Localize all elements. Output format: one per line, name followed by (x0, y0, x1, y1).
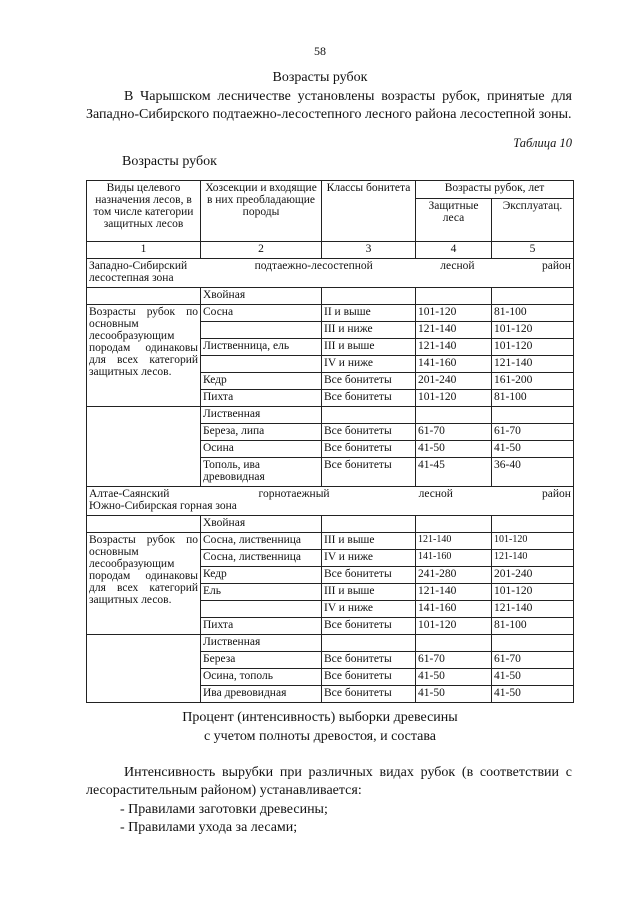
species-cell: Пихта (201, 618, 322, 635)
protective-age-cell: 41-50 (416, 669, 492, 686)
exploitation-age-cell: 121-140 (492, 550, 574, 567)
section-title: Возрасты рубок (272, 70, 368, 85)
header-exploitation: Эксплуатац. (492, 198, 574, 241)
protective-age-cell: 61-70 (416, 424, 492, 441)
header-bonitet: Классы бонитета (322, 181, 416, 242)
species-cell: Береза (201, 652, 322, 669)
species-cell (201, 356, 322, 373)
protective-age-cell: 41-45 (416, 458, 492, 487)
exploitation-age-cell: 121-140 (492, 356, 574, 373)
protective-age-cell: 101-120 (416, 618, 492, 635)
header-sections: Хозсекции и входящие в них преобладающие породы (201, 181, 322, 242)
exploitation-age-cell: 61-70 (492, 424, 574, 441)
species-cell: Кедр (201, 567, 322, 584)
exploitation-age-cell: 101-120 (492, 584, 574, 601)
exploitation-age-cell: 41-50 (492, 669, 574, 686)
exploitation-age-cell: 81-100 (492, 305, 574, 322)
exploitation-age-cell: 36-40 (492, 458, 574, 487)
species-cell: Тополь, ива древовидная (201, 458, 322, 487)
col-number: 5 (492, 242, 574, 259)
bonitet-cell: Все бонитеты (322, 686, 416, 703)
col-number: 3 (322, 242, 416, 259)
page-number: 58 (314, 44, 326, 58)
protective-age-cell: 121-140 (416, 584, 492, 601)
bonitet-cell: Все бонитеты (322, 652, 416, 669)
header-purpose: Виды целевого назначения лесов, в том числе категории защитных лесов (87, 181, 201, 242)
intensity-paragraph: Интенсивность вырубки при различных видах рубок (в соответствии с лесорастительным районом) устанавливается: (86, 765, 572, 798)
bonitet-cell: Все бонитеты (322, 441, 416, 458)
species-cell (201, 322, 322, 339)
bonitet-cell: II и выше (322, 305, 416, 322)
zone-row: Западно-Сибирский подтаежно-лесостепной лесной район лесостепная зона (87, 259, 574, 288)
header-protective: Защитные леса (416, 198, 492, 241)
species-cell: Пихта (201, 390, 322, 407)
species-cell: Осина, тополь (201, 669, 322, 686)
protective-age-cell: 141-160 (416, 356, 492, 373)
protective-age-cell: 241-280 (416, 567, 492, 584)
table-label: Таблица 10 (513, 136, 572, 150)
col-number: 4 (416, 242, 492, 259)
exploitation-age-cell: 81-100 (492, 390, 574, 407)
exploitation-age-cell: 201-240 (492, 567, 574, 584)
group-label: Лиственная (201, 635, 322, 652)
col-number: 1 (87, 242, 201, 259)
bonitet-cell: IV и ниже (322, 550, 416, 567)
exploitation-age-cell: 121-140 (492, 601, 574, 618)
species-cell: Сосна, лиственница (201, 550, 322, 567)
bonitet-cell: III и выше (322, 584, 416, 601)
cutting-ages-table (86, 180, 574, 703)
species-cell: Ель (201, 584, 322, 601)
list-item: - Правилами заготовки древесины; (120, 802, 328, 817)
bonitet-cell: Все бонитеты (322, 458, 416, 487)
protective-age-cell: 121-140 (416, 533, 492, 550)
species-cell: Сосна, лиственница (201, 533, 322, 550)
bonitet-cell: Все бонитеты (322, 424, 416, 441)
col-number: 2 (201, 242, 322, 259)
list-item: - Правилами ухода за лесами; (120, 820, 298, 835)
bonitet-cell: Все бонитеты (322, 669, 416, 686)
header-cutting-ages: Возрасты рубок, лет (416, 181, 574, 199)
exploitation-age-cell: 61-70 (492, 652, 574, 669)
exploitation-age-cell: 101-120 (492, 533, 574, 550)
species-cell: Лиственница, ель (201, 339, 322, 356)
bonitet-cell: III и выше (322, 533, 416, 550)
section-heading-line2: с учетом полноты древостоя, и состава (203, 729, 437, 744)
bonitet-cell: IV и ниже (322, 356, 416, 373)
exploitation-age-cell: 81-100 (492, 618, 574, 635)
bonitet-cell: Все бонитеты (322, 390, 416, 407)
species-cell: Ива древовидная (201, 686, 322, 703)
protective-age-cell: 141-160 (416, 550, 492, 567)
protective-age-cell: 101-120 (416, 305, 492, 322)
species-cell: Сосна (201, 305, 322, 322)
table-title: Возрасты рубок (122, 154, 217, 169)
protective-age-cell: 41-50 (416, 441, 492, 458)
protective-age-cell: 61-70 (416, 652, 492, 669)
bonitet-cell: Все бонитеты (322, 618, 416, 635)
bonitet-cell: Все бонитеты (322, 373, 416, 390)
species-cell: Кедр (201, 373, 322, 390)
group-label: Лиственная (201, 407, 322, 424)
bonitet-cell: III и выше (322, 339, 416, 356)
protective-age-cell: 121-140 (416, 322, 492, 339)
protective-age-cell: 121-140 (416, 339, 492, 356)
exploitation-age-cell: 101-120 (492, 339, 574, 356)
exploitation-age-cell: 41-50 (492, 441, 574, 458)
purpose-cell: Возрасты рубок по основным лесообразующим породам одинаковы для всех категорий защитных лесов. (87, 533, 201, 635)
protective-age-cell: 101-120 (416, 390, 492, 407)
exploitation-age-cell: 41-50 (492, 686, 574, 703)
zone-row: Алтае-Саянский горнотаежный лесной район Южно-Сибирская горная зона (87, 487, 574, 516)
protective-age-cell: 41-50 (416, 686, 492, 703)
bonitet-cell: Все бонитеты (322, 567, 416, 584)
protective-age-cell: 201-240 (416, 373, 492, 390)
species-cell: Береза, липа (201, 424, 322, 441)
bonitet-cell: IV и ниже (322, 601, 416, 618)
exploitation-age-cell: 161-200 (492, 373, 574, 390)
bonitet-cell: III и ниже (322, 322, 416, 339)
section-heading-line1: Процент (интенсивность) выборки древесины (182, 710, 458, 725)
intro-paragraph: В Чарышском лесничестве установлены возрасты рубок, принятые для Западно-Сибирского подтаежно-лесостепного лесного района лесостепной зоны. (86, 89, 572, 122)
species-cell: Осина (201, 441, 322, 458)
group-label: Хвойная (201, 516, 322, 533)
exploitation-age-cell: 101-120 (492, 322, 574, 339)
species-cell (201, 601, 322, 618)
purpose-cell: Возрасты рубок по основным лесообразующим породам одинаковы для всех категорий защитных лесов. (87, 305, 201, 407)
group-label: Хвойная (201, 288, 322, 305)
protective-age-cell: 141-160 (416, 601, 492, 618)
